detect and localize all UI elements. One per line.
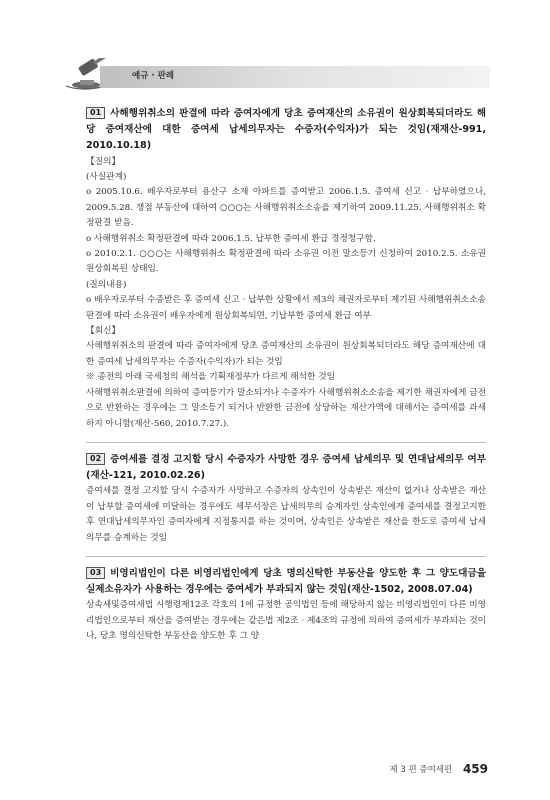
page-footer: [389, 762, 488, 776]
paragraph: ※ 종전의 아래 국세청의 해석을 기획재정부가 다르게 해석한 것임: [86, 372, 335, 383]
section-divider: [86, 556, 486, 557]
footer-part: 제 3 편: [389, 765, 417, 775]
paragraph: o 2010.2.1. ○○○는 사해행위취소 확정판결에 따라 소유권 이전 말소등기 신청하여 2010.2.5. 소유권 원상회복된 상태임.: [86, 249, 486, 275]
paragraph: (질의내용): [86, 279, 127, 290]
paragraph: 증여세를 결정 고지할 당시 수증자가 사망하고 수증자의 상속인이 상속받은 재산이 없거나 상속받은 재산이 납부할 증여세에 미달하는 경우에도 세무서장은 납세의무의 승계자인 상속인에게 증여세를 결정고지한 후 연대납세의무자인 증여자에게 지정통지를 하는 것이며, 상속인은 상속받은 재산을 한도로 증여세 납세의무를 승계하는 것임: [86, 486, 486, 543]
footer-book: 증여세편: [419, 765, 453, 775]
paragraph: o 배우자로부터 수증받은 후 증여세 신고 · 납부한 상황에서 제3의 채권자로부터 제기된 사해행위취소소송 판결에 따라 소유권이 배우자에게 원상회복되면, 기납부한 증여세 환급 여부: [86, 295, 486, 321]
section-label: 예규 · 판례: [132, 71, 174, 81]
paragraph: 상속세및증여세법 시행령제12조 각호의 1에 규정한 공익법인 등에 해당하지 않는 비영리법인이 다른 비영리법인으로부터 재산을 증여받는 경우에는 같은법 제2조 · 제4조의 규정에 의하여 증여세가 부과되는 것이나, 당초 명의신탁한 부동산을 양도한 후 그 양: [86, 600, 486, 642]
section-divider: [86, 442, 486, 443]
paragraph: 【회신】: [86, 326, 121, 337]
paragraph: 사해행위취소의 판결에 따라 증여자에게 당초 증여재산의 소유권이 원상회복되더라도 해당 증여재산에 대한 증여세 납세의무자는 수증자(수익자)가 되는 것임: [86, 341, 486, 367]
ruling-number-badge: 01: [86, 107, 105, 119]
paragraph: 【질의】: [86, 156, 121, 167]
main-content: [86, 106, 486, 652]
ruling-title: [86, 106, 486, 155]
ruling-section-2: [86, 452, 486, 546]
ruling-number-badge: 03: [86, 567, 105, 579]
ruling-title-text: 비영리법인이 다른 비영리법인에게 당초 명의신탁한 부동산을 양도한 후 그 양도대금을 실제소유자가 사용하는 경우에는 증여세가 부과되지 않는 것임(재산-1502, 2008.07.04): [86, 567, 486, 596]
ruling-title-text: 사해행위취소의 판결에 따라 증여자에게 당초 증여재산의 소유권이 원상회복되더라도 해당 증여재산에 대한 증여세 납세의무자는 수증자(수익자)가 되는 것임(재재산-991, 2010.10.18): [86, 108, 486, 152]
section-header: [60, 58, 490, 90]
paragraph: (사실관계): [86, 172, 127, 183]
page-number: 459: [462, 762, 488, 776]
ruling-section-1: [86, 106, 486, 432]
ruling-title: [86, 566, 486, 598]
ruling-section-3: [86, 566, 486, 645]
ruling-title: [86, 452, 486, 484]
paragraph: o 2005.10.6. 배우자로부터 용산구 소재 아파트를 증여받고 2006.1.5. 증여세 신고 · 납부하였으나, 2009.5.28. 쟁점 부동산에 대하여 ○○○는 사해행위취소소송을 제기하여 2009.11.25. 사해행위취소 확정판결 받음.: [86, 187, 486, 229]
ruling-title-text: 증여세를 결정 고지할 당시 수증자가 사망한 경우 증여세 납세의무 및 연대납세의무 여부(재산-121, 2010.02.26): [86, 453, 486, 482]
ruling-number-badge: 02: [86, 453, 105, 465]
paragraph: 사해행위취소판결에 의하여 증여등기가 말소되거나 수증자가 사해행위취소소송을 제기한 채권자에게 금전으로 반환하는 경우에는 그 말소등기 되거나 반환한 금전에 상당하는 재산가액에 대해서는 증여세를 과세하지 아니함(재산-560, 2010.7.27.).: [86, 387, 486, 429]
paragraph: o 사해행위취소 확정판결에 따라 2006.1.5. 납부한 증여세 환급 경정청구함.: [86, 233, 376, 244]
